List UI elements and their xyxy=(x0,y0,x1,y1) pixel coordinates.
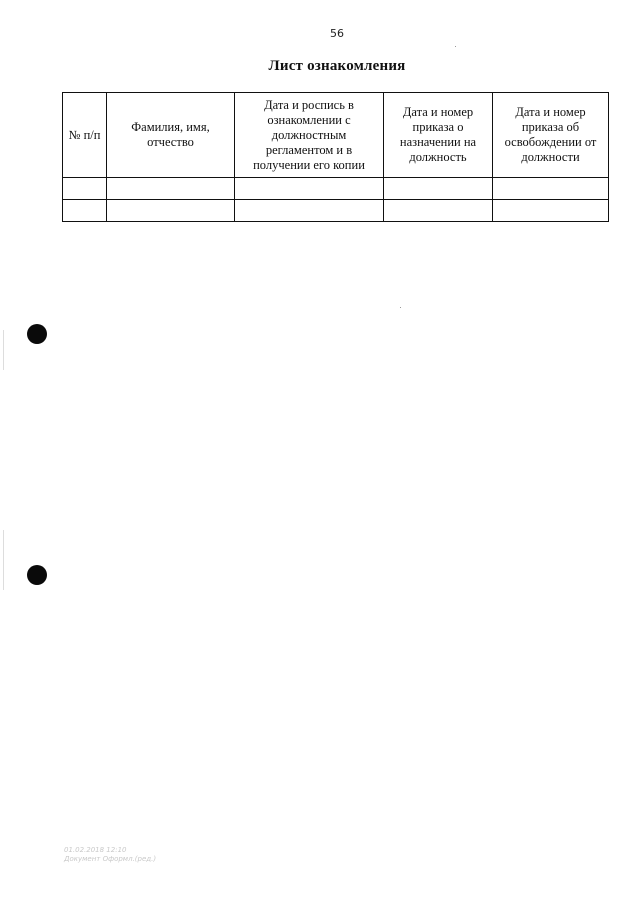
header-number: № п/п xyxy=(63,93,107,178)
table-row xyxy=(63,200,609,222)
table-header-row xyxy=(63,93,609,178)
acknowledgement-table xyxy=(62,92,609,222)
table-cell xyxy=(384,178,493,200)
table-row xyxy=(63,178,609,200)
table-cell xyxy=(63,200,107,222)
scan-edge-mark xyxy=(3,330,4,370)
table-cell xyxy=(493,200,609,222)
scan-edge-mark xyxy=(3,530,4,590)
table-cell xyxy=(63,178,107,200)
footer-stamp xyxy=(64,846,156,864)
table-cell xyxy=(384,200,493,222)
scan-speck xyxy=(455,46,456,47)
punch-hole xyxy=(27,324,47,344)
table-cell xyxy=(235,200,384,222)
table-cell xyxy=(107,178,235,200)
page-number: 56 xyxy=(330,27,344,40)
footer-stamp-line: Документ Оформл.(ред.) xyxy=(64,855,157,863)
table-cell xyxy=(107,200,235,222)
footer-stamp-line: 01.02.2018 12:10 xyxy=(64,846,127,854)
table-cell xyxy=(235,178,384,200)
header-signature-date: Дата и роспись в ознакомлении с должностным регламентом и в получении его копии xyxy=(235,93,384,178)
punch-hole xyxy=(27,565,47,585)
document-title: Лист ознакомления xyxy=(268,58,406,74)
header-appointment-order: Дата и номер приказа о назначении на должность xyxy=(384,93,493,178)
table-cell xyxy=(493,178,609,200)
header-full-name: Фамилия, имя, отчество xyxy=(107,93,235,178)
scan-speck xyxy=(400,307,401,308)
header-dismissal-order: Дата и номер приказа об освобождении от должности xyxy=(493,93,609,178)
